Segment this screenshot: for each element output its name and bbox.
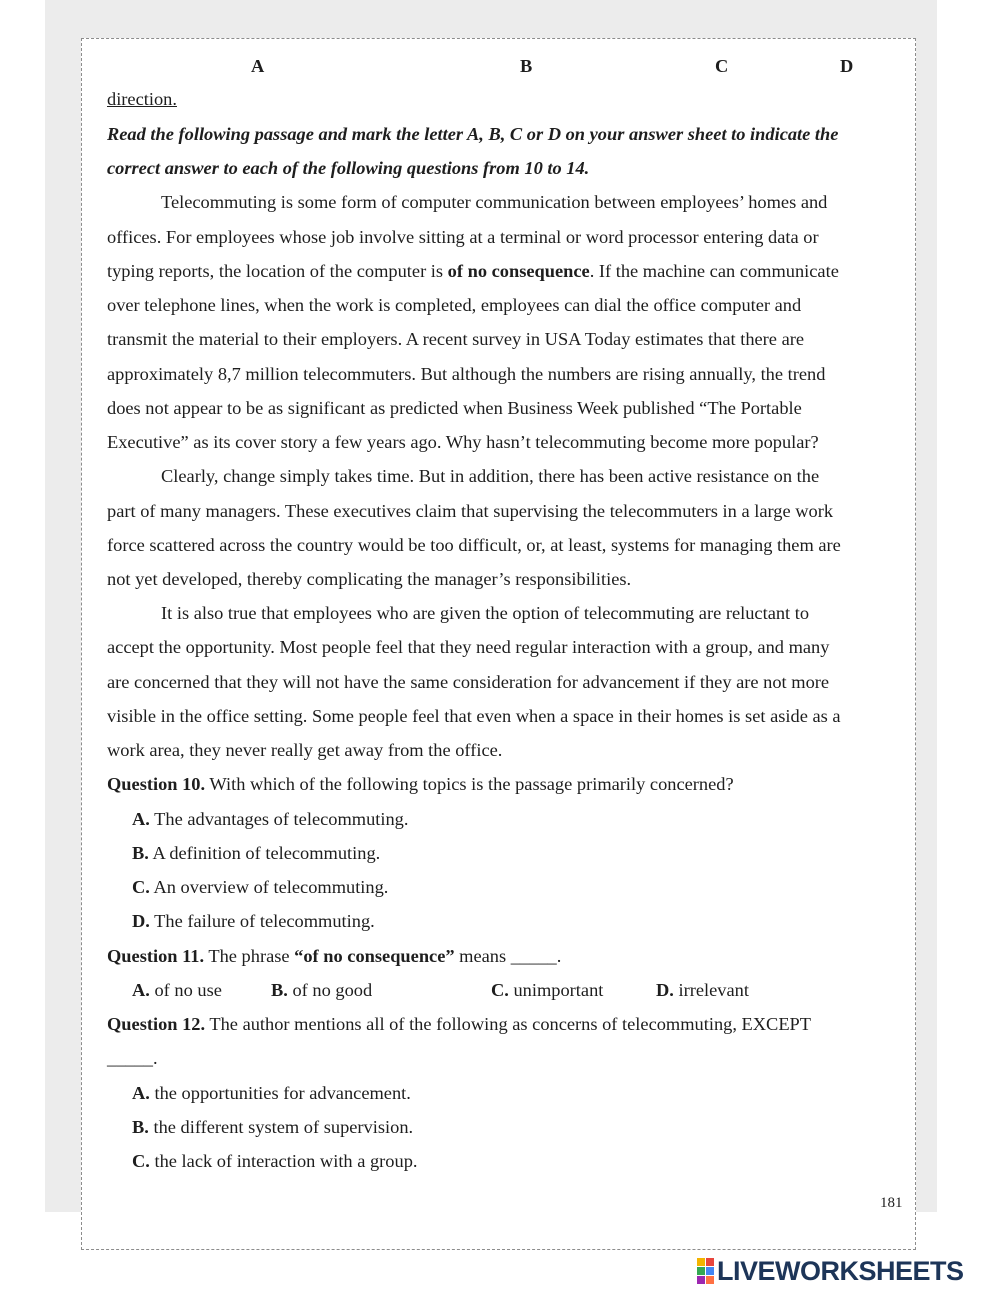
passage-text: typing reports, the location of the computer is: [107, 261, 448, 281]
question-text: The author mentions all of the following as concerns of telecommuting, EXCEPT: [205, 1014, 812, 1034]
option-text: The failure of telecommuting.: [149, 911, 375, 931]
q12-option-c[interactable]: [132, 1148, 928, 1174]
page-number: 181: [880, 1195, 903, 1211]
q12-option-b[interactable]: [132, 1114, 928, 1140]
option-letter: A.: [132, 980, 150, 1000]
question-text: means _____.: [454, 946, 562, 966]
passage-line: over telephone lines, when the work is completed, employees can dial the office computer and: [107, 295, 802, 315]
option-letter: C.: [491, 980, 509, 1000]
quoted-phrase: “of no consequence”: [294, 946, 455, 966]
passage-line: Telecommuting is some form of computer communication between employees’ homes and: [161, 192, 828, 212]
q10-option-b[interactable]: [132, 840, 928, 866]
question-label: Question 11.: [107, 946, 205, 966]
question-text: The phrase: [204, 946, 295, 966]
option-letter: B.: [132, 843, 149, 863]
q10-option-c[interactable]: [132, 874, 928, 900]
option-letter: D.: [132, 911, 150, 931]
header-letter-a: A: [251, 56, 265, 76]
brand-name: LIVEWORKSHEETS: [717, 1256, 964, 1286]
passage-line: force scattered across the country would be too difficult, or, at least, systems for managing them are: [107, 535, 841, 555]
logo-square: [706, 1276, 714, 1284]
q11-option-d[interactable]: [656, 977, 749, 1003]
passage-line: Clearly, change simply takes time. But in addition, there has been active resistance on the: [161, 466, 820, 486]
q11-option-b[interactable]: [271, 977, 372, 1003]
liveworksheets-icon: [697, 1258, 714, 1284]
passage-line: Executive” as its cover story a few years ago. Why hasn’t telecommuting become more popular?: [107, 432, 819, 452]
logo-square: [697, 1258, 705, 1266]
option-text: The advantages of telecommuting.: [149, 809, 409, 829]
question-label: Question 10.: [107, 774, 206, 794]
passage-line: transmit the material to their employers. A recent survey in USA Today estimates that there are: [107, 329, 805, 349]
logo-square: [706, 1267, 714, 1275]
passage-line: does not appear to be as significant as predicted when Business Week published “The Portable: [107, 398, 802, 418]
option-letter: C.: [132, 877, 150, 897]
passage-line: offices. For employees whose job involve sitting at a terminal or word processor entering data or: [107, 227, 819, 247]
question-text: With which of the following topics is the passage primarily concerned?: [205, 774, 734, 794]
option-text: An overview of telecommuting.: [149, 877, 389, 897]
header-letter-c: C: [715, 56, 729, 76]
instruction-line-1: Read the following passage and mark the letter A, B, C or D on your answer sheet to indicate the: [107, 124, 839, 144]
passage-text: . If the machine can communicate: [589, 261, 839, 281]
question-10: [107, 771, 903, 797]
option-text: the different system of supervision.: [148, 1117, 414, 1137]
option-text: A definition of telecommuting.: [148, 843, 381, 863]
option-text: the opportunities for advancement.: [149, 1083, 411, 1103]
answer-blank: _____.: [107, 1048, 158, 1068]
passage-line: It is also true that employees who are given the option of telecommuting are reluctant to: [161, 603, 810, 623]
q10-option-a[interactable]: [132, 806, 928, 832]
passage-line: not yet developed, thereby complicating the manager’s responsibilities.: [107, 569, 632, 589]
option-letter: B.: [271, 980, 288, 1000]
passage-line: [107, 258, 903, 284]
q11-option-c[interactable]: [491, 977, 603, 1003]
passage-line: are concerned that they will not have the same consideration for advancement if they are not more: [107, 672, 830, 692]
option-text: irrelevant: [673, 980, 749, 1000]
q12-option-a[interactable]: [132, 1080, 928, 1106]
instruction-line-2: correct answer to each of the following questions from 10 to 14.: [107, 158, 590, 178]
highlighted-phrase: of no consequence: [447, 261, 590, 281]
option-text: of no good: [287, 980, 373, 1000]
q11-option-a[interactable]: [132, 977, 222, 1003]
question-12: [107, 1011, 903, 1037]
logo-square: [697, 1276, 705, 1284]
option-text: the lack of interaction with a group.: [149, 1151, 418, 1171]
option-letter: D.: [656, 980, 674, 1000]
header-letter-b: B: [520, 56, 533, 76]
question-11: [107, 943, 903, 969]
passage-line: part of many managers. These executives claim that supervising the telecommuters in a large work: [107, 501, 834, 521]
option-letter: C.: [132, 1151, 150, 1171]
direction-text: direction.: [107, 89, 177, 109]
q10-option-d[interactable]: [132, 908, 928, 934]
liveworksheets-logo[interactable]: [697, 1256, 964, 1286]
passage-line: approximately 8,7 million telecommuters. But although the numbers are rising annually, the trend: [107, 364, 826, 384]
option-letter: A.: [132, 809, 150, 829]
option-text: unimportant: [508, 980, 604, 1000]
question-label: Question 12.: [107, 1014, 206, 1034]
header-letter-d: D: [840, 56, 854, 76]
option-letter: A.: [132, 1083, 150, 1103]
option-letter: B.: [132, 1117, 149, 1137]
passage-line: work area, they never really get away from the office.: [107, 740, 503, 760]
passage-line: accept the opportunity. Most people feel that they need regular interaction with a group, and many: [107, 637, 830, 657]
logo-square: [706, 1258, 714, 1266]
passage-line: visible in the office setting. Some people feel that even when a space in their homes is set aside as a: [107, 706, 841, 726]
option-text: of no use: [149, 980, 222, 1000]
logo-square: [697, 1267, 705, 1275]
